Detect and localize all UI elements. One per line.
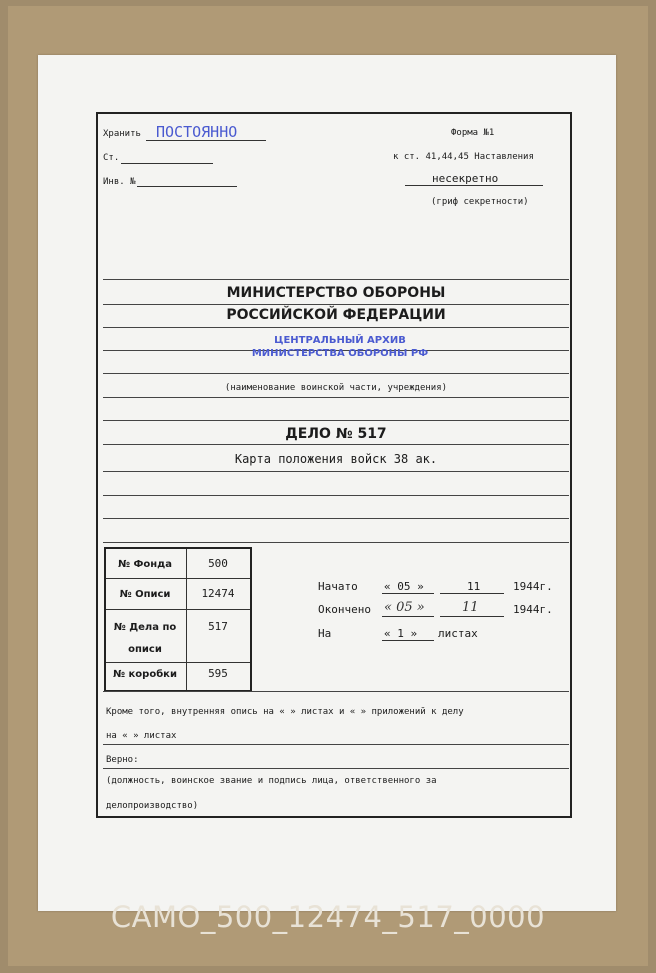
opis-label: № Описи xyxy=(119,589,171,600)
rule-line xyxy=(103,768,569,769)
article-reference: к ст. 41,44,45 Наставления xyxy=(393,152,534,162)
unit-caption: (наименование воинской части, учреждения) xyxy=(224,383,448,393)
ministry-line-2: РОССИЙСКОЙ ФЕДЕРАЦИИ xyxy=(226,307,446,323)
sheets-prefix: На xyxy=(318,627,332,640)
verified-label: Верно: xyxy=(106,755,139,765)
inner-inventory-line: Кроме того, внутренняя опись на « » листах и « » приложений к делу xyxy=(106,707,464,717)
inv-underline xyxy=(137,185,237,187)
ended-month: 11 xyxy=(462,600,479,615)
ended-year: 1944г. xyxy=(513,603,553,616)
case-description: Карта положения войск 38 ак. xyxy=(234,452,438,466)
table-row-divider xyxy=(106,578,250,579)
responsible-line-2: делопроизводство) xyxy=(106,801,199,811)
ended-day-underline xyxy=(382,615,434,617)
started-month: 11 xyxy=(467,580,481,593)
delo-label-line-2: описи xyxy=(128,644,162,655)
rule-line xyxy=(103,518,569,519)
box-value: 595 xyxy=(208,667,228,680)
ended-day: « 05 » xyxy=(384,600,425,615)
ended-month-underline xyxy=(440,615,504,617)
started-year: 1944г. xyxy=(513,580,553,593)
started-label: Начато xyxy=(318,580,358,593)
inner-inventory-line-2: на « » листах xyxy=(106,731,177,741)
keep-label: Хранить xyxy=(103,129,141,139)
rule-line xyxy=(103,397,569,398)
sheets-suffix: листах xyxy=(438,627,478,640)
table-row-divider xyxy=(106,662,250,663)
classification-underline xyxy=(405,184,543,186)
rule-line xyxy=(103,471,569,472)
archive-info-table xyxy=(104,547,252,692)
rule-line xyxy=(103,373,569,374)
delo-label-line-1: № Дела по xyxy=(113,622,177,633)
sheets-count-underline xyxy=(382,639,434,641)
responsible-line-1: (должность, воинское звание и подпись лица, ответственного за xyxy=(106,776,437,786)
archive-watermark: CAMO_500_12474_517_0000 xyxy=(110,900,546,934)
ended-label: Окончено xyxy=(318,603,371,616)
classification-value: несекретно xyxy=(432,172,499,185)
fond-value: 500 xyxy=(208,557,228,570)
rule-line xyxy=(103,542,569,543)
rule-line xyxy=(103,495,569,496)
rule-line xyxy=(103,327,569,328)
st-underline xyxy=(121,162,213,164)
rule-line xyxy=(103,444,569,445)
case-title: ДЕЛО № 517 xyxy=(285,426,387,442)
form-number: Форма №1 xyxy=(451,128,495,138)
opis-value: 12474 xyxy=(201,587,235,600)
archive-stamp-line-2: МИНИСТЕРСТВА ОБОРОНЫ РФ xyxy=(251,348,429,359)
inv-label: Инв. № xyxy=(103,177,136,187)
rule-line xyxy=(103,744,569,745)
keep-value-stamp: ПОСТОЯННО xyxy=(156,123,238,141)
delo-value: 517 xyxy=(208,620,228,633)
archive-stamp-line-1: ЦЕНТРАЛЬНЫЙ АРХИВ xyxy=(274,335,406,346)
classification-caption: (гриф секретности) xyxy=(431,197,529,207)
rule-line xyxy=(103,691,569,692)
ministry-line-1: МИНИСТЕРСТВО ОБОРОНЫ xyxy=(226,285,446,301)
st-label: Ст. xyxy=(103,153,120,163)
started-day: « 05 » xyxy=(384,580,424,593)
table-row-divider xyxy=(106,609,250,610)
rule-line xyxy=(103,279,569,280)
started-day-underline xyxy=(382,592,434,594)
rule-line xyxy=(103,304,569,305)
fond-label: № Фонда xyxy=(117,559,173,570)
started-month-underline xyxy=(440,592,504,594)
rule-line xyxy=(103,420,569,421)
box-label: № коробки xyxy=(113,669,177,680)
sheets-count: « 1 » xyxy=(384,627,418,640)
keep-underline xyxy=(146,139,266,141)
